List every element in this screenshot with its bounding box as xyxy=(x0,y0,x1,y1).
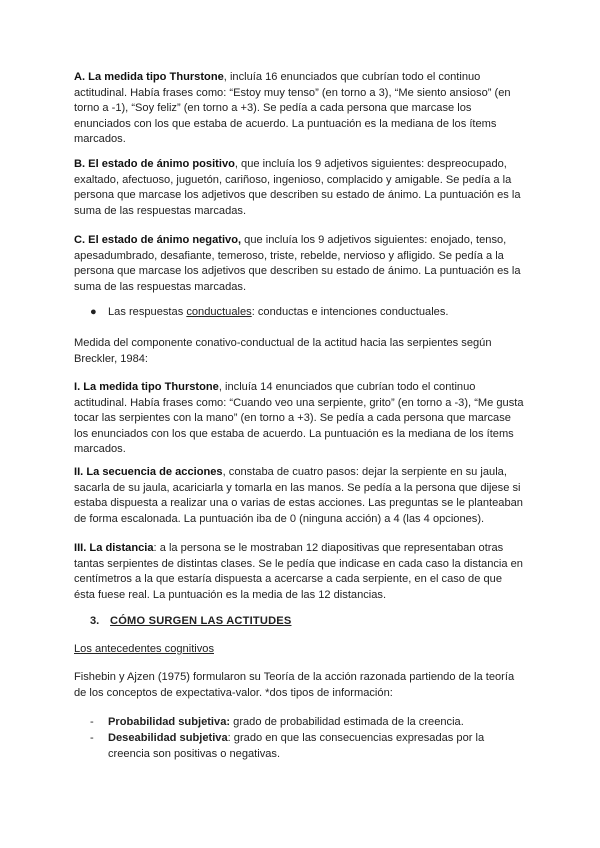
negative-mood-body: que incluía los 9 adjetivos siguientes: enojado, tenso, apesadumbrado, desafiante, temeroso, triste, rebelde, nervioso y afligido. Se pedía a la persona que marcase los adjetivos que describen su estado de ánimo. La puntuación es la suma de las respuestas marcadas. xyxy=(74,234,521,293)
desc-probabilidad: grado de probabilidad estimada de la creencia. xyxy=(230,716,464,728)
thurstone-a-body: , incluía 16 enunciados que cubrían todo el continuo actitudinal. Había frases como: “Estoy muy tenso” (en torno a 3), “Me siento ansioso” (en torno a -1), “Soy feliz” (en torno a +3). Se pedía a cada persona que marcase los enunciados con los que estaba de acuerdo. La puntuación es la mediana de los ítems marcados. xyxy=(74,71,511,146)
paragraph-thurstone-i xyxy=(74,380,526,458)
desc-deseabilidad: : grado en que las consecuencias expresadas por la creencia son positivas o negativas. xyxy=(108,732,485,760)
bullet-prefix: Las respuestas xyxy=(108,306,187,318)
list-item-text xyxy=(108,715,526,731)
positive-mood-title: B. El estado de ánimo positivo xyxy=(74,158,235,170)
paragraph-thurstone-a xyxy=(74,70,526,148)
bullet-suffix: : conductas e intenciones conductuales. xyxy=(251,306,449,318)
term-probabilidad: Probabilidad subjetiva: xyxy=(108,716,231,728)
sequence-body: , constaba de cuatro pasos: dejar la serpiente en su jaula, sacarla de su jaula, acariciarla y tomarla en las manos. Se pedía a la persona que dijese si estaba dispuesta a realizar una o varias de estas acciones. Las preguntas se le planteaban de forma escalonada. La puntuación iba de 0 (ninguna acción) a 4 (las 4 opciones). xyxy=(74,466,523,525)
thurstone-i-body: , incluía 14 enunciados que cubrían todo el continuo actitudinal. Había frases como: “Cuando veo una serpiente, grito” (en torno a -3), “Me gusta tocar las serpientes con la mano” (en torno a +3). Se pedía a cada persona que marcase los enunciados con los que estaba de acuerdo. La puntuación es la mediana de los ítems marcados. xyxy=(74,381,524,456)
paragraph-breckler-intro: Medida del componente conativo-conductual de la actitud hacia las serpientes según Breckler, 1984: xyxy=(74,337,492,365)
sequence-title: II. La secuencia de acciones xyxy=(74,466,223,478)
bullet-underlined: conductuales xyxy=(186,306,252,318)
distance-title: III. La distancia xyxy=(74,542,154,554)
paragraph-negative-mood xyxy=(74,233,526,295)
bullet-text xyxy=(108,305,526,321)
heading-text: CÓMO SURGEN LAS ACTITUDES xyxy=(110,615,292,627)
list-item-text xyxy=(108,731,526,762)
paragraph-fishbein: Fishebin y Ajzen (1975) formularon su Teoría de la acción razonada partiendo de la teoría de los conceptos de expectativa-valor. *dos tipos de información: xyxy=(74,671,515,699)
paragraph-positive-mood xyxy=(74,157,526,219)
distance-body: : a la persona se le mostraban 12 diapositivas que representaban otras tantas serpientes de distintas clases. Se le pedía que indicase en cada caso la distancia en centímetros a la que estaría dispuesta a acercarse a cada serpiente, en el caso de que ésta fuese real. La puntuación es la media de las 12 distancias. xyxy=(74,542,523,601)
thurstone-i-title: I. La medida tipo Thurstone xyxy=(74,381,219,393)
dash-marker: - xyxy=(90,716,94,728)
bullet-dot-icon: ● xyxy=(90,306,97,318)
positive-mood-body: , que incluía los 9 adjetivos siguientes: despreocupado, exaltado, afectuoso, juguetón, cariñoso, ingenioso, complacido y amigable. Se pedía a la persona que marcase los adjetivos que describen su estado de ánimo. La puntuación es la suma de las respuestas marcadas. xyxy=(74,158,521,217)
paragraph-sequence xyxy=(74,465,526,527)
term-deseabilidad: Deseabilidad subjetiva xyxy=(108,732,228,744)
subheading-cognitive-antecedents: Los antecedentes cognitivos xyxy=(74,643,214,655)
negative-mood-title: C. El estado de ánimo negativo, xyxy=(74,234,242,246)
dash-marker: - xyxy=(90,732,94,744)
paragraph-distance xyxy=(74,541,526,603)
heading-number: 3. xyxy=(90,615,100,627)
thurstone-a-title: A. La medida tipo Thurstone xyxy=(74,71,224,83)
